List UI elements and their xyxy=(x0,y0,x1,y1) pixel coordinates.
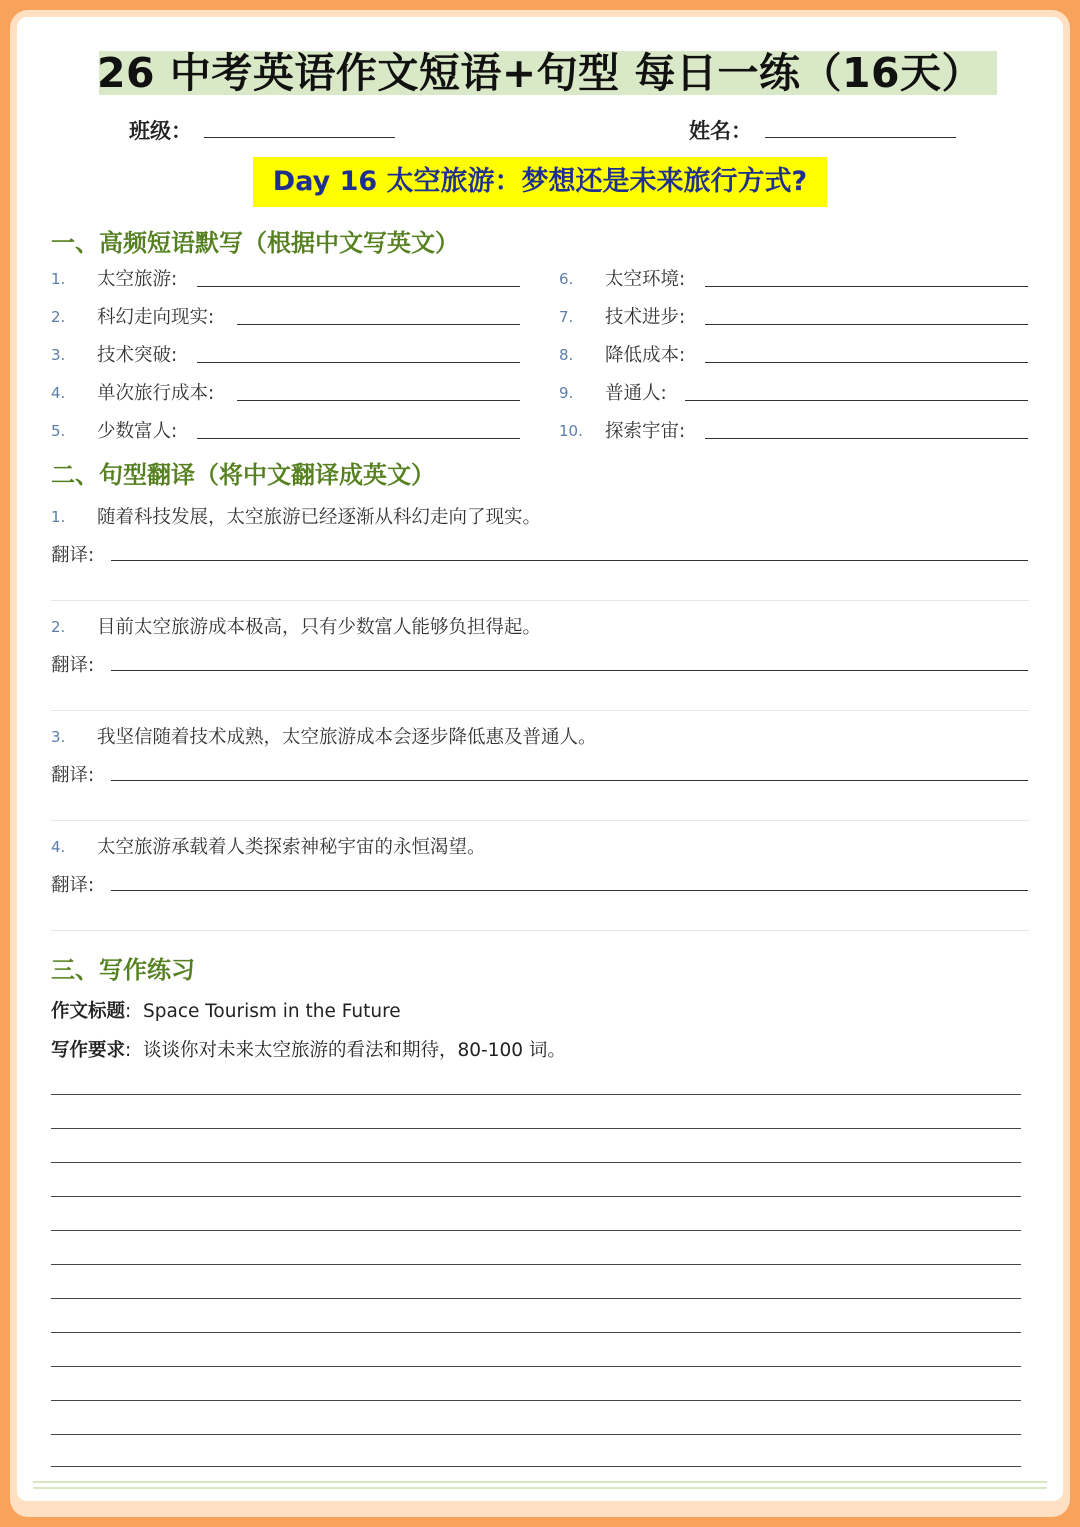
phrase-label: 太空旅游: xyxy=(97,269,178,290)
divider xyxy=(51,930,1029,931)
essay-topic-label: 作文标题 xyxy=(51,1001,126,1022)
section2-heading: 二、句型翻译（将中文翻译成英文） xyxy=(51,461,435,489)
phrase-label: 技术进步: xyxy=(605,307,686,328)
footer-rule xyxy=(33,1481,1047,1483)
phrase-label: 单次旅行成本: xyxy=(97,383,215,404)
translation-answer-line[interactable] xyxy=(111,670,1028,671)
phrase-number: 7. xyxy=(559,308,574,326)
translate-label: 翻译: xyxy=(51,875,95,896)
translation-answer-line[interactable] xyxy=(111,560,1028,561)
class-label: 班级： xyxy=(129,118,192,143)
worksheet xyxy=(17,17,1063,1501)
translation-answer-line[interactable] xyxy=(111,780,1028,781)
writing-line[interactable] xyxy=(51,1332,1021,1333)
requirement-separator: : xyxy=(125,1040,132,1061)
sentence-text: 太空旅游承载着人类探索神秘宇宙的永恒渴望。 xyxy=(97,837,486,858)
writing-line[interactable] xyxy=(51,1128,1021,1129)
page-title: 26 中考英语作文短语+句型 每日一练（16天） xyxy=(97,49,984,97)
phrase-number: 6. xyxy=(559,270,574,288)
translate-label: 翻译: xyxy=(51,545,95,566)
sentence-number: 4. xyxy=(51,838,66,856)
phrase-label: 科幻走向现实: xyxy=(97,307,215,328)
writing-line[interactable] xyxy=(51,1400,1021,1401)
writing-line[interactable] xyxy=(51,1094,1021,1095)
writing-line[interactable] xyxy=(51,1366,1021,1367)
phrase-number: 2. xyxy=(51,308,66,326)
phrase-number: 9. xyxy=(559,384,574,402)
phrase-label: 技术突破: xyxy=(97,345,178,366)
sentence-text: 目前太空旅游成本极高，只有少数富人能够负担得起。 xyxy=(97,617,542,638)
phrase-number: 3. xyxy=(51,346,66,364)
phrase-answer-line[interactable] xyxy=(705,286,1028,287)
class-input-line[interactable] xyxy=(204,137,395,138)
writing-line[interactable] xyxy=(51,1196,1021,1197)
writing-line[interactable] xyxy=(51,1230,1021,1231)
name-label: 姓名： xyxy=(689,118,752,143)
sentence-number: 2. xyxy=(51,618,66,636)
phrase-label: 太空环境: xyxy=(605,269,686,290)
writing-line[interactable] xyxy=(51,1162,1021,1163)
essay-requirement-text: 谈谈你对未来太空旅游的看法和期待，80-100 词。 xyxy=(143,1040,566,1061)
essay-requirement xyxy=(51,1036,566,1062)
divider xyxy=(51,710,1029,711)
phrase-answer-line[interactable] xyxy=(705,324,1028,325)
phrase-answer-line[interactable] xyxy=(685,400,1028,401)
divider xyxy=(51,820,1029,821)
phrase-label: 探索宇宙: xyxy=(605,421,686,442)
translate-label: 翻译: xyxy=(51,655,95,676)
writing-line[interactable] xyxy=(51,1434,1021,1435)
writing-line[interactable] xyxy=(51,1298,1021,1299)
divider xyxy=(51,600,1029,601)
essay-topic-text: Space Tourism in the Future xyxy=(143,1001,401,1022)
phrase-answer-line[interactable] xyxy=(197,362,520,363)
section1-heading: 一、高频短语默写（根据中文写英文） xyxy=(51,229,459,257)
translate-label: 翻译: xyxy=(51,765,95,786)
phrase-answer-line[interactable] xyxy=(237,324,520,325)
footer-rule xyxy=(33,1487,1047,1489)
translation-answer-line[interactable] xyxy=(111,890,1028,891)
day-title: Day 16 太空旅游：梦想还是未来旅行方式? xyxy=(272,166,808,197)
phrase-answer-line[interactable] xyxy=(197,438,520,439)
section3-heading: 三、写作练习 xyxy=(51,956,195,984)
phrase-number: 1. xyxy=(51,270,66,288)
phrase-number: 10. xyxy=(559,422,583,440)
writing-line[interactable] xyxy=(51,1264,1021,1265)
topic-separator: : xyxy=(125,1001,132,1022)
phrase-answer-line[interactable] xyxy=(237,400,520,401)
phrase-answer-line[interactable] xyxy=(705,362,1028,363)
phrase-label: 普通人: xyxy=(605,383,667,404)
phrase-answer-line[interactable] xyxy=(197,286,520,287)
phrase-number: 8. xyxy=(559,346,574,364)
phrase-number: 5. xyxy=(51,422,66,440)
sentence-text: 随着科技发展，太空旅游已经逐渐从科幻走向了现实。 xyxy=(97,507,542,528)
sentence-text: 我坚信随着技术成熟，太空旅游成本会逐步降低惠及普通人。 xyxy=(97,727,597,748)
sentence-number: 3. xyxy=(51,728,66,746)
writing-line[interactable] xyxy=(51,1466,1021,1467)
essay-requirement-label: 写作要求 xyxy=(51,1040,126,1061)
name-input-line[interactable] xyxy=(765,137,956,138)
phrase-number: 4. xyxy=(51,384,66,402)
phrase-label: 少数富人: xyxy=(97,421,178,442)
sentence-number: 1. xyxy=(51,508,66,526)
essay-topic xyxy=(51,997,401,1023)
phrase-label: 降低成本: xyxy=(605,345,686,366)
phrase-answer-line[interactable] xyxy=(705,438,1028,439)
